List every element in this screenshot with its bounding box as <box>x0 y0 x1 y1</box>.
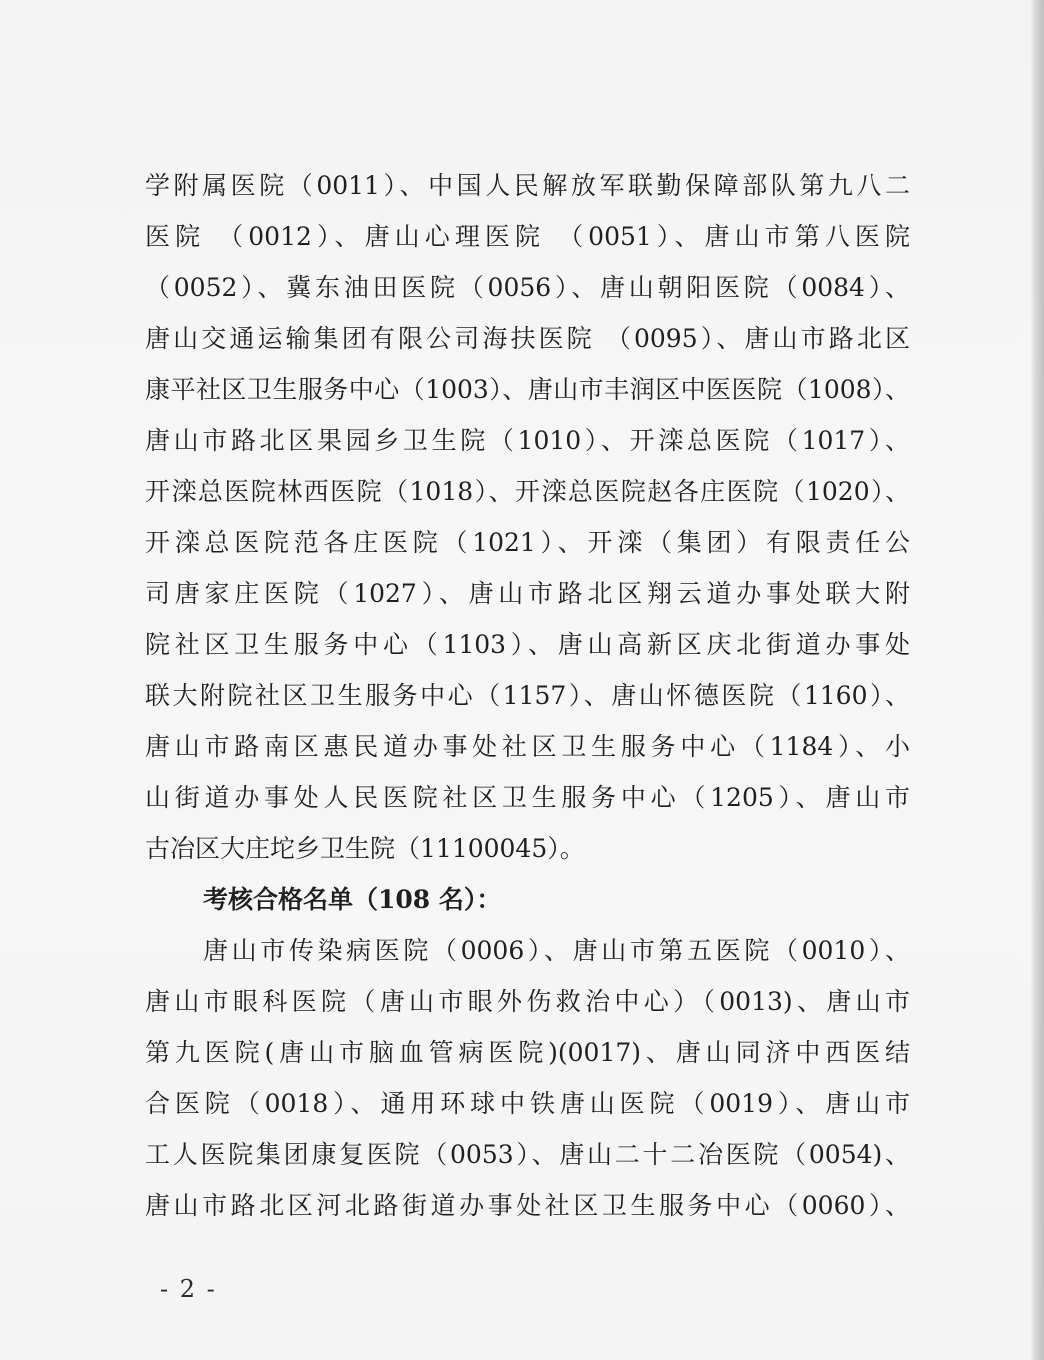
text-line: 院社区卫生服务中心（1103）、唐山高新区庆北街道办事处 <box>145 630 910 659</box>
text-line: 山街道办事处人民医院社区卫生服务中心（1205）、唐山市 <box>145 783 910 812</box>
text-line: 唐山市传染病医院（0006）、唐山市第五医院（0010）、 <box>203 936 910 965</box>
text-line: 学附属医院（0011）、中国人民解放军联勤保障部队第九八二 <box>145 171 910 200</box>
text-line: 合医院（0018）、通用环球中铁唐山医院（0019）、唐山市 <box>145 1089 910 1118</box>
section-heading: 考核合格名单（108 名）： <box>203 885 502 914</box>
text-line: 开滦总医院林西医院（1018）、开滦总医院赵各庄医院（1020）、 <box>145 477 910 506</box>
text-line: 工人医院集团康复医院（0053）、唐山二十二冶医院（0054)、 <box>145 1140 910 1169</box>
text-line: 唐山交通运输集团有限公司海扶医院 （0095）、唐山市路北区 <box>145 324 910 353</box>
text-line: 唐山市路北区果园乡卫生院（1010）、开滦总医院（1017）、 <box>145 426 910 455</box>
text-line: （0052）、冀东油田医院（0056）、唐山朝阳医院（0084）、 <box>145 273 910 302</box>
document-body <box>145 160 910 1231</box>
text-line: 唐山市路北区河北路街道办事处社区卫生服务中心（0060）、 <box>145 1191 910 1220</box>
text-line: 医院 （0012）、唐山心理医院 （0051）、唐山市第八医院 <box>145 222 910 251</box>
text-line: 第九医院(唐山市脑血管病医院)(0017)、唐山同济中西医结 <box>145 1038 910 1067</box>
page-number: - 2 - <box>160 1275 217 1303</box>
text-line: 司唐家庄医院（1027）、唐山市路北区翔云道办事处联大附 <box>145 579 910 608</box>
text-line: 古冶区大庄坨乡卫生院（11100045）。 <box>145 834 585 863</box>
text-line: 唐山市眼科医院（唐山市眼外伤救治中心）（0013)、唐山市 <box>145 987 910 1016</box>
page-edge-shadow <box>1030 0 1044 1360</box>
text-line: 联大附院社区卫生服务中心（1157）、唐山怀德医院（1160）、 <box>145 681 910 710</box>
text-line: 康平社区卫生服务中心（1003）、唐山市丰润区中医医院（1008）、 <box>145 375 910 404</box>
text-line: 开滦总医院范各庄医院（1021）、开滦（集团）有限责任公 <box>145 528 910 557</box>
text-line: 唐山市路南区惠民道办事处社区卫生服务中心（1184）、小 <box>145 732 910 761</box>
